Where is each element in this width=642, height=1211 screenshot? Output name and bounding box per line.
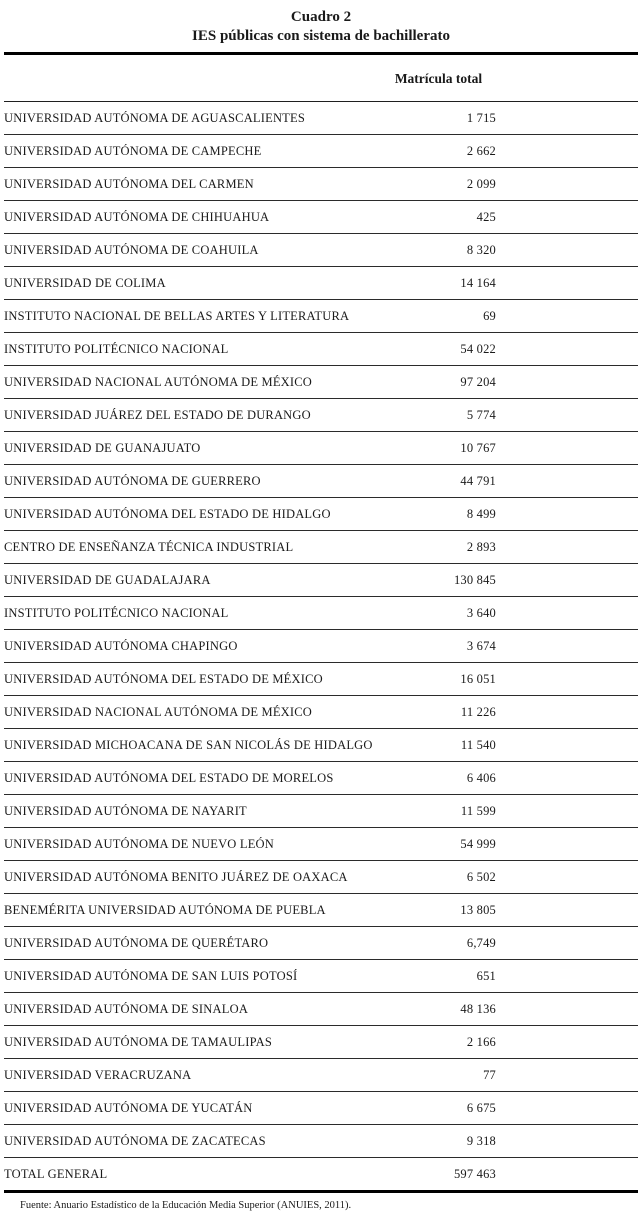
row-spacer-cell	[496, 497, 638, 530]
row-spacer-cell	[496, 827, 638, 860]
row-spacer-cell	[496, 563, 638, 596]
enrollment-value: 16 051	[381, 662, 496, 695]
table-row	[4, 464, 638, 497]
table-row	[4, 563, 638, 596]
table-row	[4, 530, 638, 563]
table-row	[4, 398, 638, 431]
enrollment-value: 6 675	[381, 1091, 496, 1124]
table-row	[4, 1124, 638, 1157]
table-row	[4, 266, 638, 299]
institution-name: UNIVERSIDAD AUTÓNOMA DEL CARMEN	[4, 167, 381, 200]
row-spacer-cell	[496, 530, 638, 563]
enrollment-value: 8 499	[381, 497, 496, 530]
row-spacer-cell	[496, 134, 638, 167]
row-spacer-cell	[496, 992, 638, 1025]
row-spacer-cell	[496, 431, 638, 464]
enrollment-value: 97 204	[381, 365, 496, 398]
row-spacer-cell	[496, 794, 638, 827]
institution-name: UNIVERSIDAD AUTÓNOMA DE YUCATÁN	[4, 1091, 381, 1124]
enrollment-value: 77	[381, 1058, 496, 1091]
enrollment-value: 2 893	[381, 530, 496, 563]
enrollment-value: 48 136	[381, 992, 496, 1025]
institution-name: INSTITUTO POLITÉCNICO NACIONAL	[4, 332, 381, 365]
institution-name: UNIVERSIDAD AUTÓNOMA DE NUEVO LEÓN	[4, 827, 381, 860]
enrollment-value: 13 805	[381, 893, 496, 926]
enrollment-value: 2 099	[381, 167, 496, 200]
row-spacer-cell	[496, 695, 638, 728]
table-row	[4, 200, 638, 233]
table-row	[4, 332, 638, 365]
row-spacer-cell	[496, 200, 638, 233]
row-spacer-cell	[496, 1124, 638, 1157]
institution-name: UNIVERSIDAD AUTÓNOMA DE NAYARIT	[4, 794, 381, 827]
enrollment-value: 2 166	[381, 1025, 496, 1058]
row-spacer-cell	[496, 1058, 638, 1091]
table-row	[4, 827, 638, 860]
source-note: Fuente: Anuario Estadístico de la Educación Media Superior (ANUIES, 2011).	[20, 1199, 352, 1211]
institution-name: UNIVERSIDAD AUTÓNOMA DE COAHUILA	[4, 233, 381, 266]
table-row	[4, 728, 638, 761]
institution-name: UNIVERSIDAD AUTÓNOMA BENITO JUÁREZ DE OAXACA	[4, 860, 381, 893]
table-row	[4, 926, 638, 959]
row-spacer-cell	[496, 365, 638, 398]
row-spacer-cell	[496, 266, 638, 299]
spacer-header-cell	[496, 53, 638, 101]
table-row	[4, 662, 638, 695]
total-label: TOTAL GENERAL	[4, 1166, 108, 1181]
table-row	[4, 761, 638, 794]
institution-name: UNIVERSIDAD NACIONAL AUTÓNOMA DE MÉXICO	[4, 695, 381, 728]
enrollment-value: 54 999	[381, 827, 496, 860]
institution-name: CENTRO DE ENSEÑANZA TÉCNICA INDUSTRIAL	[4, 530, 381, 563]
institution-name: UNIVERSIDAD AUTÓNOMA DE GUERRERO	[4, 464, 381, 497]
table-row	[4, 365, 638, 398]
institution-name: UNIVERSIDAD AUTÓNOMA CHAPINGO	[4, 629, 381, 662]
table-row	[4, 167, 638, 200]
table-row	[4, 431, 638, 464]
enrollment-value: 3 674	[381, 629, 496, 662]
row-spacer-cell	[496, 926, 638, 959]
total-row	[4, 1157, 638, 1191]
enrollment-value: 6 502	[381, 860, 496, 893]
enrollment-value: 130 845	[381, 563, 496, 596]
row-spacer-cell	[496, 629, 638, 662]
institution-name: UNIVERSIDAD AUTÓNOMA DE ZACATECAS	[4, 1124, 381, 1157]
row-spacer-cell	[496, 662, 638, 695]
institution-name: UNIVERSIDAD AUTÓNOMA DE AGUASCALIENTES	[4, 101, 381, 134]
row-spacer-cell	[496, 596, 638, 629]
table-row	[4, 629, 638, 662]
table-row	[4, 860, 638, 893]
institution-name: UNIVERSIDAD AUTÓNOMA DEL ESTADO DE MORELOS	[4, 761, 381, 794]
enrollment-value: 11 226	[381, 695, 496, 728]
enrollment-value: 8 320	[381, 233, 496, 266]
enrollment-value: 54 022	[381, 332, 496, 365]
enrollment-value: 3 640	[381, 596, 496, 629]
table-row	[4, 1025, 638, 1058]
enrollment-value: 9 318	[381, 1124, 496, 1157]
row-spacer-cell	[496, 959, 638, 992]
enrollment-table	[4, 52, 638, 1193]
row-spacer-cell	[496, 167, 638, 200]
table-row	[4, 893, 638, 926]
row-spacer-cell	[496, 101, 638, 134]
row-spacer-cell	[496, 299, 638, 332]
row-spacer-cell	[496, 860, 638, 893]
table-row	[4, 1091, 638, 1124]
institution-name: UNIVERSIDAD AUTÓNOMA DE SINALOA	[4, 992, 381, 1025]
enrollment-value: 44 791	[381, 464, 496, 497]
institution-name: UNIVERSIDAD AUTÓNOMA DE CHIHUAHUA	[4, 200, 381, 233]
enrollment-value: 6,749	[381, 926, 496, 959]
enrollment-value: 5 774	[381, 398, 496, 431]
table-row	[4, 497, 638, 530]
institution-name: UNIVERSIDAD AUTÓNOMA DE CAMPECHE	[4, 134, 381, 167]
enrollment-value: 11 599	[381, 794, 496, 827]
table-row	[4, 101, 638, 134]
institution-name: INSTITUTO POLITÉCNICO NACIONAL	[4, 596, 381, 629]
table-row	[4, 134, 638, 167]
table-row	[4, 794, 638, 827]
table-header-row	[4, 53, 638, 101]
table-title: Cuadro 2	[290, 9, 352, 25]
institution-name: BENEMÉRITA UNIVERSIDAD AUTÓNOMA DE PUEBLA	[4, 893, 381, 926]
enrollment-value: 11 540	[381, 728, 496, 761]
row-spacer-cell	[496, 398, 638, 431]
institution-name: UNIVERSIDAD DE COLIMA	[4, 266, 381, 299]
table-row	[4, 992, 638, 1025]
institution-name: UNIVERSIDAD MICHOACANA DE SAN NICOLÁS DE HIDALGO	[4, 728, 381, 761]
total-spacer-cell	[496, 1157, 638, 1191]
row-spacer-cell	[496, 761, 638, 794]
enrollment-value: 69	[381, 299, 496, 332]
institution-name: UNIVERSIDAD NACIONAL AUTÓNOMA DE MÉXICO	[4, 365, 381, 398]
title-block	[4, 8, 638, 46]
enrollment-value: 14 164	[381, 266, 496, 299]
institution-name: UNIVERSIDAD AUTÓNOMA DE TAMAULIPAS	[4, 1025, 381, 1058]
total-value: 597 463	[453, 1166, 496, 1181]
table-row	[4, 299, 638, 332]
table-row	[4, 233, 638, 266]
row-spacer-cell	[496, 1025, 638, 1058]
enrollment-value: 2 662	[381, 134, 496, 167]
row-spacer-cell	[496, 332, 638, 365]
enrollment-value: 6 406	[381, 761, 496, 794]
institution-name: UNIVERSIDAD AUTÓNOMA DE QUERÉTARO	[4, 926, 381, 959]
enrollment-value: 10 767	[381, 431, 496, 464]
institution-name: UNIVERSIDAD AUTÓNOMA DEL ESTADO DE HIDALGO	[4, 497, 381, 530]
institution-name: UNIVERSIDAD DE GUADALAJARA	[4, 563, 381, 596]
table-header	[4, 53, 638, 101]
enrollment-value: 651	[381, 959, 496, 992]
institution-name: UNIVERSIDAD VERACRUZANA	[4, 1058, 381, 1091]
table-row	[4, 596, 638, 629]
row-spacer-cell	[496, 233, 638, 266]
enrollment-value: 425	[381, 200, 496, 233]
empty-header-cell	[4, 53, 381, 101]
table-row	[4, 959, 638, 992]
row-spacer-cell	[496, 893, 638, 926]
institution-name: INSTITUTO NACIONAL DE BELLAS ARTES Y LITERATURA	[4, 299, 381, 332]
row-spacer-cell	[496, 464, 638, 497]
enrollment-value: 1 715	[381, 101, 496, 134]
institution-name: UNIVERSIDAD DE GUANAJUATO	[4, 431, 381, 464]
row-spacer-cell	[496, 728, 638, 761]
table-footer	[4, 1157, 638, 1191]
table-subtitle: IES públicas con sistema de bachillerato	[192, 27, 450, 44]
value-column-header: Matrícula total	[381, 53, 496, 101]
institution-name: UNIVERSIDAD AUTÓNOMA DE SAN LUIS POTOSÍ	[4, 959, 381, 992]
table-row	[4, 695, 638, 728]
institution-name: UNIVERSIDAD JUÁREZ DEL ESTADO DE DURANGO	[4, 398, 381, 431]
institution-name: UNIVERSIDAD AUTÓNOMA DEL ESTADO DE MÉXICO	[4, 662, 381, 695]
row-spacer-cell	[496, 1091, 638, 1124]
table-row	[4, 1058, 638, 1091]
table-body	[4, 101, 638, 1157]
